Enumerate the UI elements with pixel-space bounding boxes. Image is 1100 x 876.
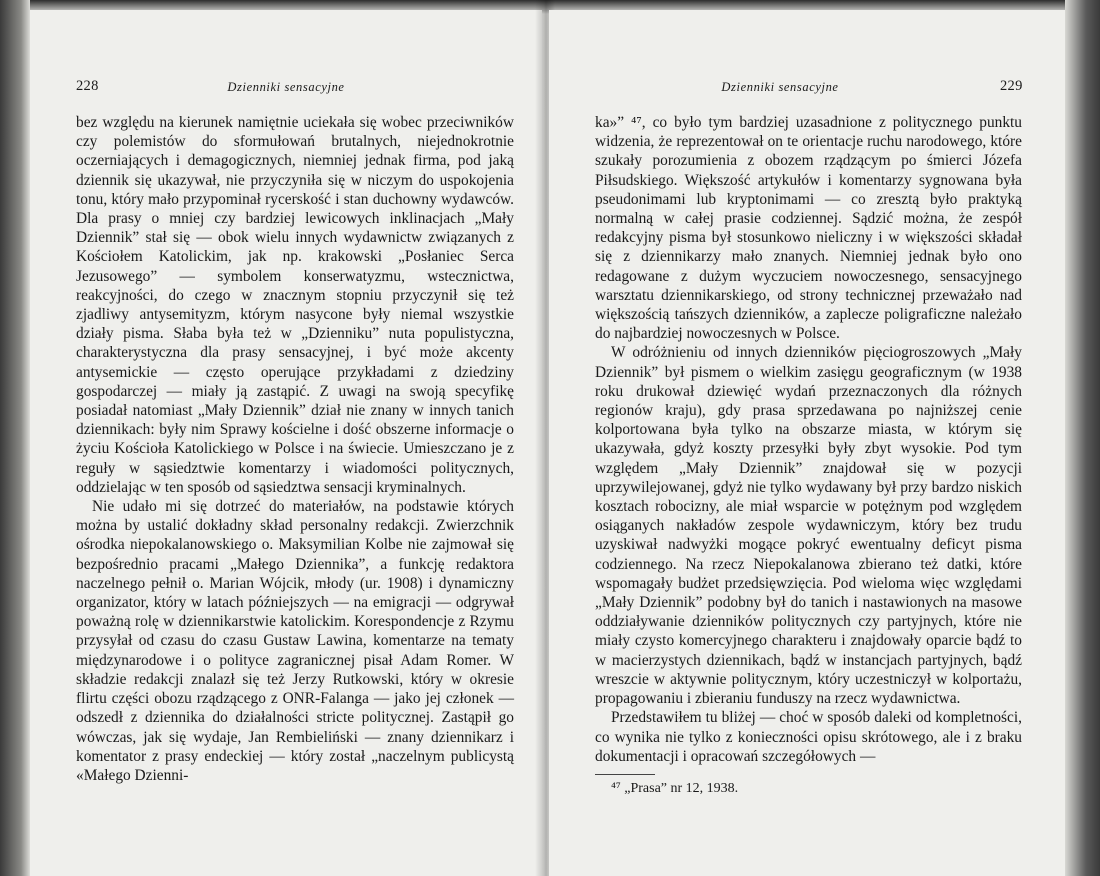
page-number-left: 228 bbox=[76, 78, 99, 94]
footnote: ⁴⁷ „Prasa” nr 12, 1938. bbox=[611, 781, 739, 796]
paragraph: bez względu na kierunek namiętnie uciekała się wobec przeciwników czy polemistów do sformułowań brutalnych, niejednokrotnie oczerniających i demagogicznych, niemniej jednak firma, pod jaką dziennik się ukazywał, nie przyczyniła się w niczym do uspokojenia tonu, który mało przypominał rycerskość i stan duchowny wydawców. Dla prasy o mniej czy bardziej lewicowych inklinacjach „Mały Dziennik” stał się — obok wielu innych wydawnictw związanych z Kościołem Katolickim, jak np. krakowski „Posłaniec Serca Jezusowego” — symbolem konserwatyzmu, wstecznictwa, reakcyjności, do czego w znacznym stopniu przyczynił się też zjadliwy antysemityzm, którym nasycone były niemal wszystkie działy pisma. Słaba była też w „Dzienniku” nuta populistyczna, charakterystyczna dla prasy sensacyjnej, i być może akcenty antysemickie — często operujące przykładami z dziedziny gospodarczej — miały ją zastąpić. Z uwagi na swoją specyfikę posiadał natomiast „Mały Dziennik” dział nie znany w innych tanich dziennikach: były nim Sprawy kościelne i dość obszerne informacje o życiu Kościoła Katolickiego w Polsce i na świecie. Umieszczano je z reguły w sąsiedztwie komentarzy i wiadomości politycznych, oddzielając w ten sposób od sąsiedztwa sensacji kryminalnych. bbox=[76, 114, 514, 496]
book-edge-left bbox=[0, 0, 30, 876]
right-page-body bbox=[595, 113, 1022, 766]
paragraph: Przedstawiłem tu bliżej — choć w sposób daleki od kompletności, co wynika nie tylko z konieczności opisu skrótowego, ale i z braku dokumentacji i opracowań szczegółowych — bbox=[595, 709, 1022, 765]
footnote-rule bbox=[595, 774, 655, 775]
paragraph: W odróżnieniu od innych dzienników pięciogroszowych „Mały Dziennik” był pismem o wielkim zasięgu geograficznym (w 1938 roku drukował dziewięć wydań przeznaczonych dla różnych regionów kraju), gdy prasa sprzedawana po najniższej cenie kolportowana była tylko na obszarze miasta, w którym się ukazywała, gdyż koszty przesyłki były zbyt wysokie. Pod tym względem „Mały Dziennik” znajdował się w pozycji uprzywilejowanej, gdyż nie tylko wydawany był przy bardzo niskich kosztach robocizny, ale miał wsparcie w potężnym pod względem osiąganych nakładów zespole wydawniczym, który bez trudu uzyskiwał nadwyżki mogące pokryć ewentualny deficyt pisma codziennego. Na rzecz Niepokalanowa zbierano też datki, które wspomagały budżet przedsięwzięcia. Pod wieloma więc względami „Mały Dziennik” podobny był do tanich i nastawionych na masowe oddziaływanie dzienników politycznych czy partyjnych, które nie miały czysto komercyjnego charakteru i znajdowały oparcie bądź to w macierzystych dziennikach, bądź w instancjach partyjnych, bądź wreszcie w aktywnie politycznym, który uczestniczył w kolportażu, propagowaniu i zbieraniu funduszy na rzecz wydawnictwa. bbox=[595, 344, 1022, 708]
right-page bbox=[549, 10, 1065, 876]
left-page bbox=[30, 10, 542, 876]
running-title-left: Dzienniki sensacyjne bbox=[227, 80, 345, 94]
page-number-right: 229 bbox=[1000, 78, 1023, 94]
paragraph: Nie udało mi się dotrzeć do materiałów, na podstawie których można by ustalić dokładny skład personalny redakcji. Zwierzchnik ośrodka niepokalanowskiego o. Maksymilian Kolbe nie zajmował się bezpośrednio pracami „Małego Dziennika”, a funkcję redaktora naczelnego pełnił o. Marian Wójcik, młody (ur. 1908) i dynamiczny organizator, który w latach późniejszych — na emigracji — odgrywał poważną rolę w dziennikarstwie katolickim. Korespondencje z Rzymu przysyłał od czasu do czasu Gustaw Lawina, komentarze na tematy międzynarodowe i o polityce zagranicznej pisał Adam Romer. W składzie redakcji znalazł się też Jerzy Rutkowski, który w okresie flirtu części obozu rządzącego z ONR-Falanga — jako jej członek — odszedł z dziennika do działalności stricte politycznej. Zastąpił go wówczas, jak się wydaje, Jan Rembieliński — znany dziennikarz i komentator z prasy endeckiej — który został „naczelnym publicystą «Małego Dzienni- bbox=[76, 498, 514, 784]
paragraph: ka»” ⁴⁷, co było tym bardziej uzasadnione z politycznego punktu widzenia, że reprezentował on te orientacje ruchu narodowego, które szukały porozumienia z obozem rządzącym po śmierci Józefa Piłsudskiego. Większość artykułów i komentarzy sygnowana była pseudonimami lub kryptonimami — co zresztą było praktyką normalną w całej prasie codziennej. Sądzić można, że zespół redakcyjny pisma był stosunkowo nieliczny i w większości składał się z dziennikarzy mało znanych. Niemniej jednak było ono redagowane z dużym wyczuciem nowoczesnego, sensacyjnego warsztatu dziennikarskiego, od strony technicznej przeważało nad większością tańszych dzienników, a zaplecze poligraficzne należało do najbardziej nowoczesnych w Polsce. bbox=[595, 114, 1022, 343]
book-edge-right bbox=[1065, 0, 1100, 876]
left-page-body bbox=[76, 113, 514, 785]
running-title-right: Dzienniki sensacyjne bbox=[721, 80, 839, 94]
